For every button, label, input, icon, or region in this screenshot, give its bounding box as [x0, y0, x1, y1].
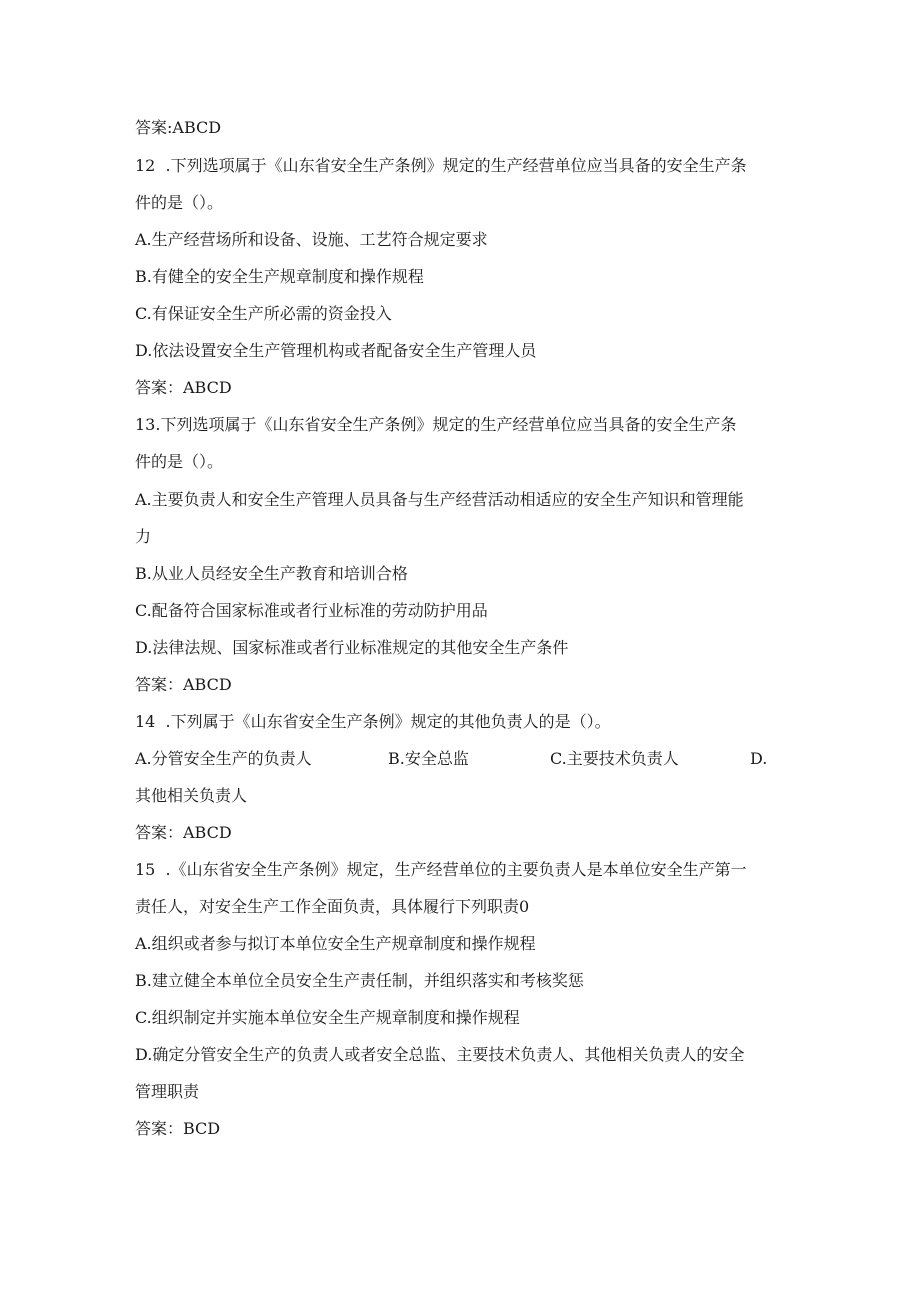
answer-12: 答案：ABCD [135, 378, 232, 397]
question-15-option-d-line-2: 管理职责 [135, 1082, 200, 1101]
question-14-option-d-text: 其他相关负责人 [135, 786, 248, 805]
question-15-line-1: 15 .《山东省安全生产条例》规定，生产经营单位的主要负责人是本单位安全生产第一 [135, 860, 747, 879]
question-15-option-a: A.组织或者参与拟订本单位安全生产规章制度和操作规程 [135, 934, 536, 953]
question-12-option-c: C.有保证安全生产所必需的资金投入 [135, 304, 392, 323]
question-13-option-a-line-1: A.主要负责人和安全生产管理人员具备与生产经营活动相适应的安全生产知识和管理能 [135, 490, 744, 509]
question-14-option-c: C.主要技术负责人 [550, 749, 679, 768]
question-13-option-a-line-2: 力 [135, 527, 152, 546]
question-13-option-c: C.配备符合国家标准或者行业标准的劳动防护用品 [135, 601, 488, 620]
question-15-option-c: C.组织制定并实施本单位安全生产规章制度和操作规程 [135, 1008, 520, 1027]
question-12-line-1: 12 .下列选项属于《山东省安全生产条例》规定的生产经营单位应当具备的安全生产条 [135, 156, 747, 175]
answer-11: 答案:ABCD [135, 118, 222, 137]
question-12-option-a: A.生产经营场所和设备、设施、工艺符合规定要求 [135, 230, 488, 249]
question-15-line-2: 责任人，对安全生产工作全面负责，具体履行下列职责0 [135, 897, 530, 916]
answer-15: 答案：BCD [135, 1119, 221, 1138]
question-14-option-d-prefix: D. [750, 749, 768, 768]
question-15-option-b: B.建立健全本单位全员安全生产责任制，并组织落实和考核奖惩 [135, 971, 584, 990]
question-13-line-2: 件的是（）。 [135, 452, 224, 471]
question-14-options-row [135, 749, 795, 769]
question-12-option-d: D.依法设置安全生产管理机构或者配备安全生产管理人员 [135, 341, 537, 360]
question-13-option-d: D.法律法规、国家标准或者行业标准规定的其他安全生产条件 [135, 638, 569, 657]
answer-14: 答案：ABCD [135, 823, 232, 842]
question-14-line-1: 14 .下列属于《山东省安全生产条例》规定的其他负责人的是（）。 [135, 712, 611, 731]
question-15-option-d-line-1: D.确定分管安全生产的负责人或者安全总监、主要技术负责人、其他相关负责人的安全 [135, 1045, 745, 1064]
question-14-option-a: A.分管安全生产的负责人 [135, 749, 312, 768]
answer-13: 答案：ABCD [135, 675, 232, 694]
question-12-option-b: B.有健全的安全生产规章制度和操作规程 [135, 267, 424, 286]
question-14-option-b: B.安全总监 [388, 749, 469, 768]
question-12-line-2: 件的是（）。 [135, 193, 224, 212]
question-13-line-1: 13.下列选项属于《山东省安全生产条例》规定的生产经营单位应当具备的安全生产条 [135, 415, 737, 434]
question-13-option-b: B.从业人员经安全生产教育和培训合格 [135, 564, 408, 583]
